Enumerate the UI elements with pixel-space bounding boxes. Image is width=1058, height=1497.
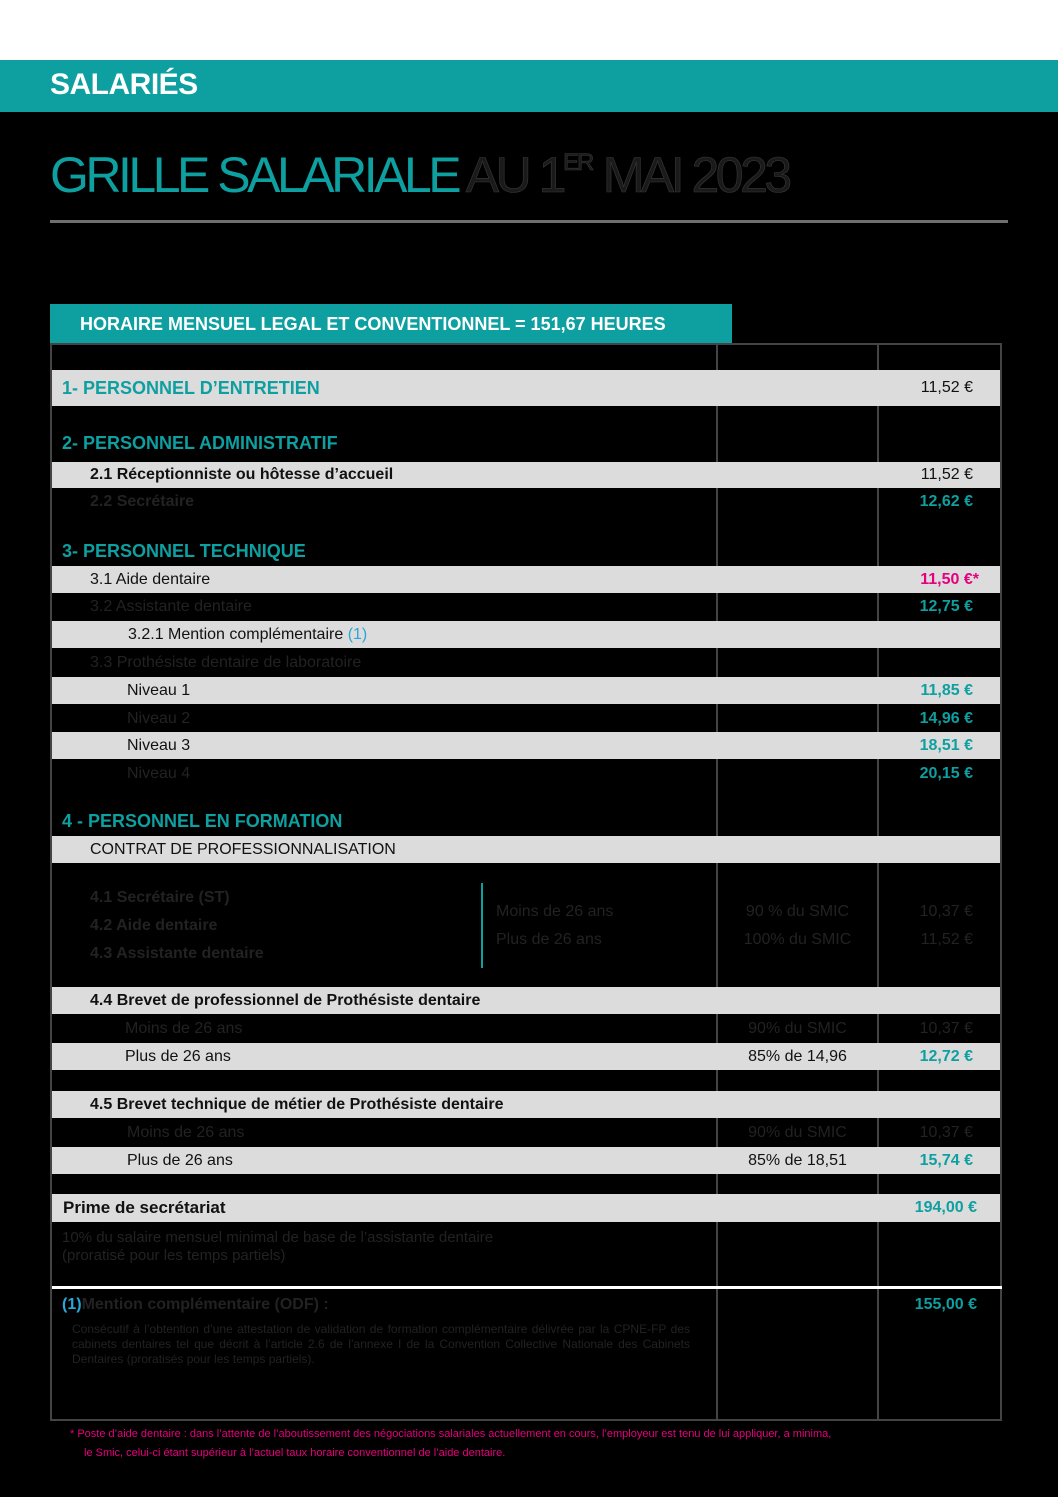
prime-desc-line: (proratisé pour les temps partiels): [62, 1247, 286, 1264]
row-value: 11,50 €*: [920, 570, 979, 588]
row-label: Prime de secrétariat: [63, 1198, 226, 1217]
footnote-ref: (1): [62, 1296, 82, 1313]
row-value: 155,00 €: [914, 1296, 977, 1313]
row-rate: 85% de 14,96: [748, 1047, 847, 1065]
row-label: 4.2 Aide dentaire: [90, 916, 218, 934]
row-value: 15,74 €: [919, 1151, 973, 1169]
mention-note: Consécutif à l’obtention d’une attestation de validation de formation complémentaire délivrée par la CPNE-FP des cabinets dentaires tel que décrit à l’article 2.6 de l’annexe I de la Convention Collective Nationale des Cabinets Dentaires (proratisés pour les temps partiels).: [72, 1322, 690, 1366]
divider: [52, 1286, 1002, 1289]
row-value: 20,15 €: [919, 764, 973, 782]
footnote: [70, 1425, 970, 1463]
title-rule: [50, 220, 1008, 223]
row-rate: 90% du SMIC: [748, 1019, 847, 1037]
section-heading: [52, 428, 1000, 458]
age-label: Moins de 26 ans: [496, 902, 614, 920]
table-row: [52, 836, 1000, 863]
row-value: 12,75 €: [919, 597, 973, 615]
row-value: 194,00 €: [914, 1199, 977, 1216]
table-row: [52, 732, 1000, 759]
row-label: 1- PERSONNEL D’ENTRETIEN: [62, 377, 320, 398]
row-value: 11,52 €: [920, 930, 973, 948]
row-value: 11,52 €: [920, 466, 973, 483]
row-label: Niveau 3: [127, 736, 191, 754]
hours-header: HORAIRE MENSUEL LEGAL ET CONVENTIONNEL = 151,67 HEURES: [50, 304, 732, 344]
table-row: [52, 566, 1000, 593]
row-value: 10,37 €: [919, 1123, 973, 1141]
table-row: [52, 677, 1000, 704]
table-row: [52, 649, 1000, 676]
footnote-line: * Poste d’aide dentaire : dans l’attente de l’aboutissement des négociations salariales actuellement en cours, l’employeur est tenu de lui appliquer, a minima,: [70, 1428, 832, 1440]
table-row: [52, 1015, 1000, 1042]
table-row: [52, 489, 1000, 515]
table-row: [52, 760, 1000, 787]
age-label: Plus de 26 ans: [496, 930, 602, 948]
section-heading: [52, 806, 1000, 836]
row-label: CONTRAT DE PROFESSIONNALISATION: [90, 840, 396, 858]
table-row: [52, 705, 1000, 732]
top-margin: [0, 0, 1058, 60]
page-title: [50, 146, 789, 204]
row-label: 3.1 Aide dentaire: [90, 570, 211, 588]
row-label: Niveau 2: [127, 709, 191, 727]
table-row: [52, 1292, 1000, 1318]
row-label: Niveau 4: [127, 764, 191, 782]
row-value: 11,85 €: [920, 681, 973, 699]
row-label: 2.1 Réceptionniste ou hôtesse d’accueil: [90, 466, 394, 483]
row-value: 11,52 €: [920, 379, 973, 396]
table-row: [52, 621, 1000, 648]
table-row: [52, 1091, 1000, 1118]
table-row: [52, 370, 1000, 406]
row-label: Moins de 26 ans: [127, 1123, 245, 1141]
row-rate: 90 % du SMIC: [745, 902, 850, 920]
row-label: Niveau 1: [127, 681, 191, 699]
section-band: [0, 60, 1058, 112]
table-row: [52, 593, 1000, 620]
title-date: MAI 2023: [602, 147, 789, 203]
row-label-text: Mention complémentaire (ODF) :: [81, 1296, 329, 1313]
prime-desc-line: 10% du salaire mensuel minimal de base de l’assistante dentaire: [62, 1229, 494, 1246]
footnote-line: le Smic, celui-ci étant supérieur à l’actuel taux horaire conventionnel de l’aide dentaire.: [84, 1447, 506, 1459]
table-row: [52, 462, 1000, 488]
row-label: 4.1 Secrétaire (ST): [90, 888, 230, 906]
table-row: [52, 1119, 1000, 1146]
title-sup: ER: [562, 149, 593, 176]
footnote-ref: (1): [347, 625, 368, 643]
row-rate: 90% du SMIC: [748, 1123, 847, 1141]
row-rate: 100% du SMIC: [743, 930, 852, 948]
row-label: 2- PERSONNEL ADMINISTRATIF: [62, 432, 338, 453]
row-label: Plus de 26 ans: [127, 1151, 233, 1169]
section-label: SALARIÉS: [50, 68, 198, 101]
row-value: 10,37 €: [919, 1019, 973, 1037]
table-row: [52, 1147, 1000, 1174]
row-value: 12,72 €: [919, 1047, 973, 1065]
row-value: 12,62 €: [919, 493, 973, 510]
title-main: GRILLE SALARIALE: [50, 147, 459, 203]
row-value: 10,37 €: [919, 902, 973, 920]
row-value: 14,96 €: [919, 709, 973, 727]
table-row: [52, 926, 1000, 953]
row-label: 3- PERSONNEL TECHNIQUE: [62, 540, 306, 561]
row-label: 3.3 Prothésiste dentaire de laboratoire: [90, 653, 362, 671]
title-au: AU 1: [465, 147, 563, 203]
row-label: 4 - PERSONNEL EN FORMATION: [62, 810, 343, 831]
row-value: 18,51 €: [919, 736, 973, 754]
row-label: 4.3 Assistante dentaire: [90, 944, 264, 962]
row-rate: 85% de 18,51: [748, 1151, 847, 1169]
table-row: [52, 1194, 1000, 1222]
row-label: [52, 621, 367, 648]
row-label: Moins de 26 ans: [125, 1019, 243, 1037]
row-label: [52, 1292, 329, 1318]
prime-description: [62, 1229, 493, 1265]
row-label: 2.2 Secrétaire: [90, 493, 195, 510]
row-label: 4.5 Brevet technique de métier de Prothésiste dentaire: [90, 1095, 504, 1113]
row-label: Plus de 26 ans: [125, 1047, 231, 1065]
table-row: [52, 1043, 1000, 1070]
section-heading: [52, 536, 1000, 566]
row-label: 3.2 Assistante dentaire: [90, 597, 252, 615]
row-label: 4.4 Brevet de professionnel de Prothésiste dentaire: [90, 991, 481, 1009]
table-row: [52, 898, 1000, 925]
table-row: [52, 987, 1000, 1014]
row-label-text: 3.2.1 Mention complémentaire: [128, 625, 344, 643]
